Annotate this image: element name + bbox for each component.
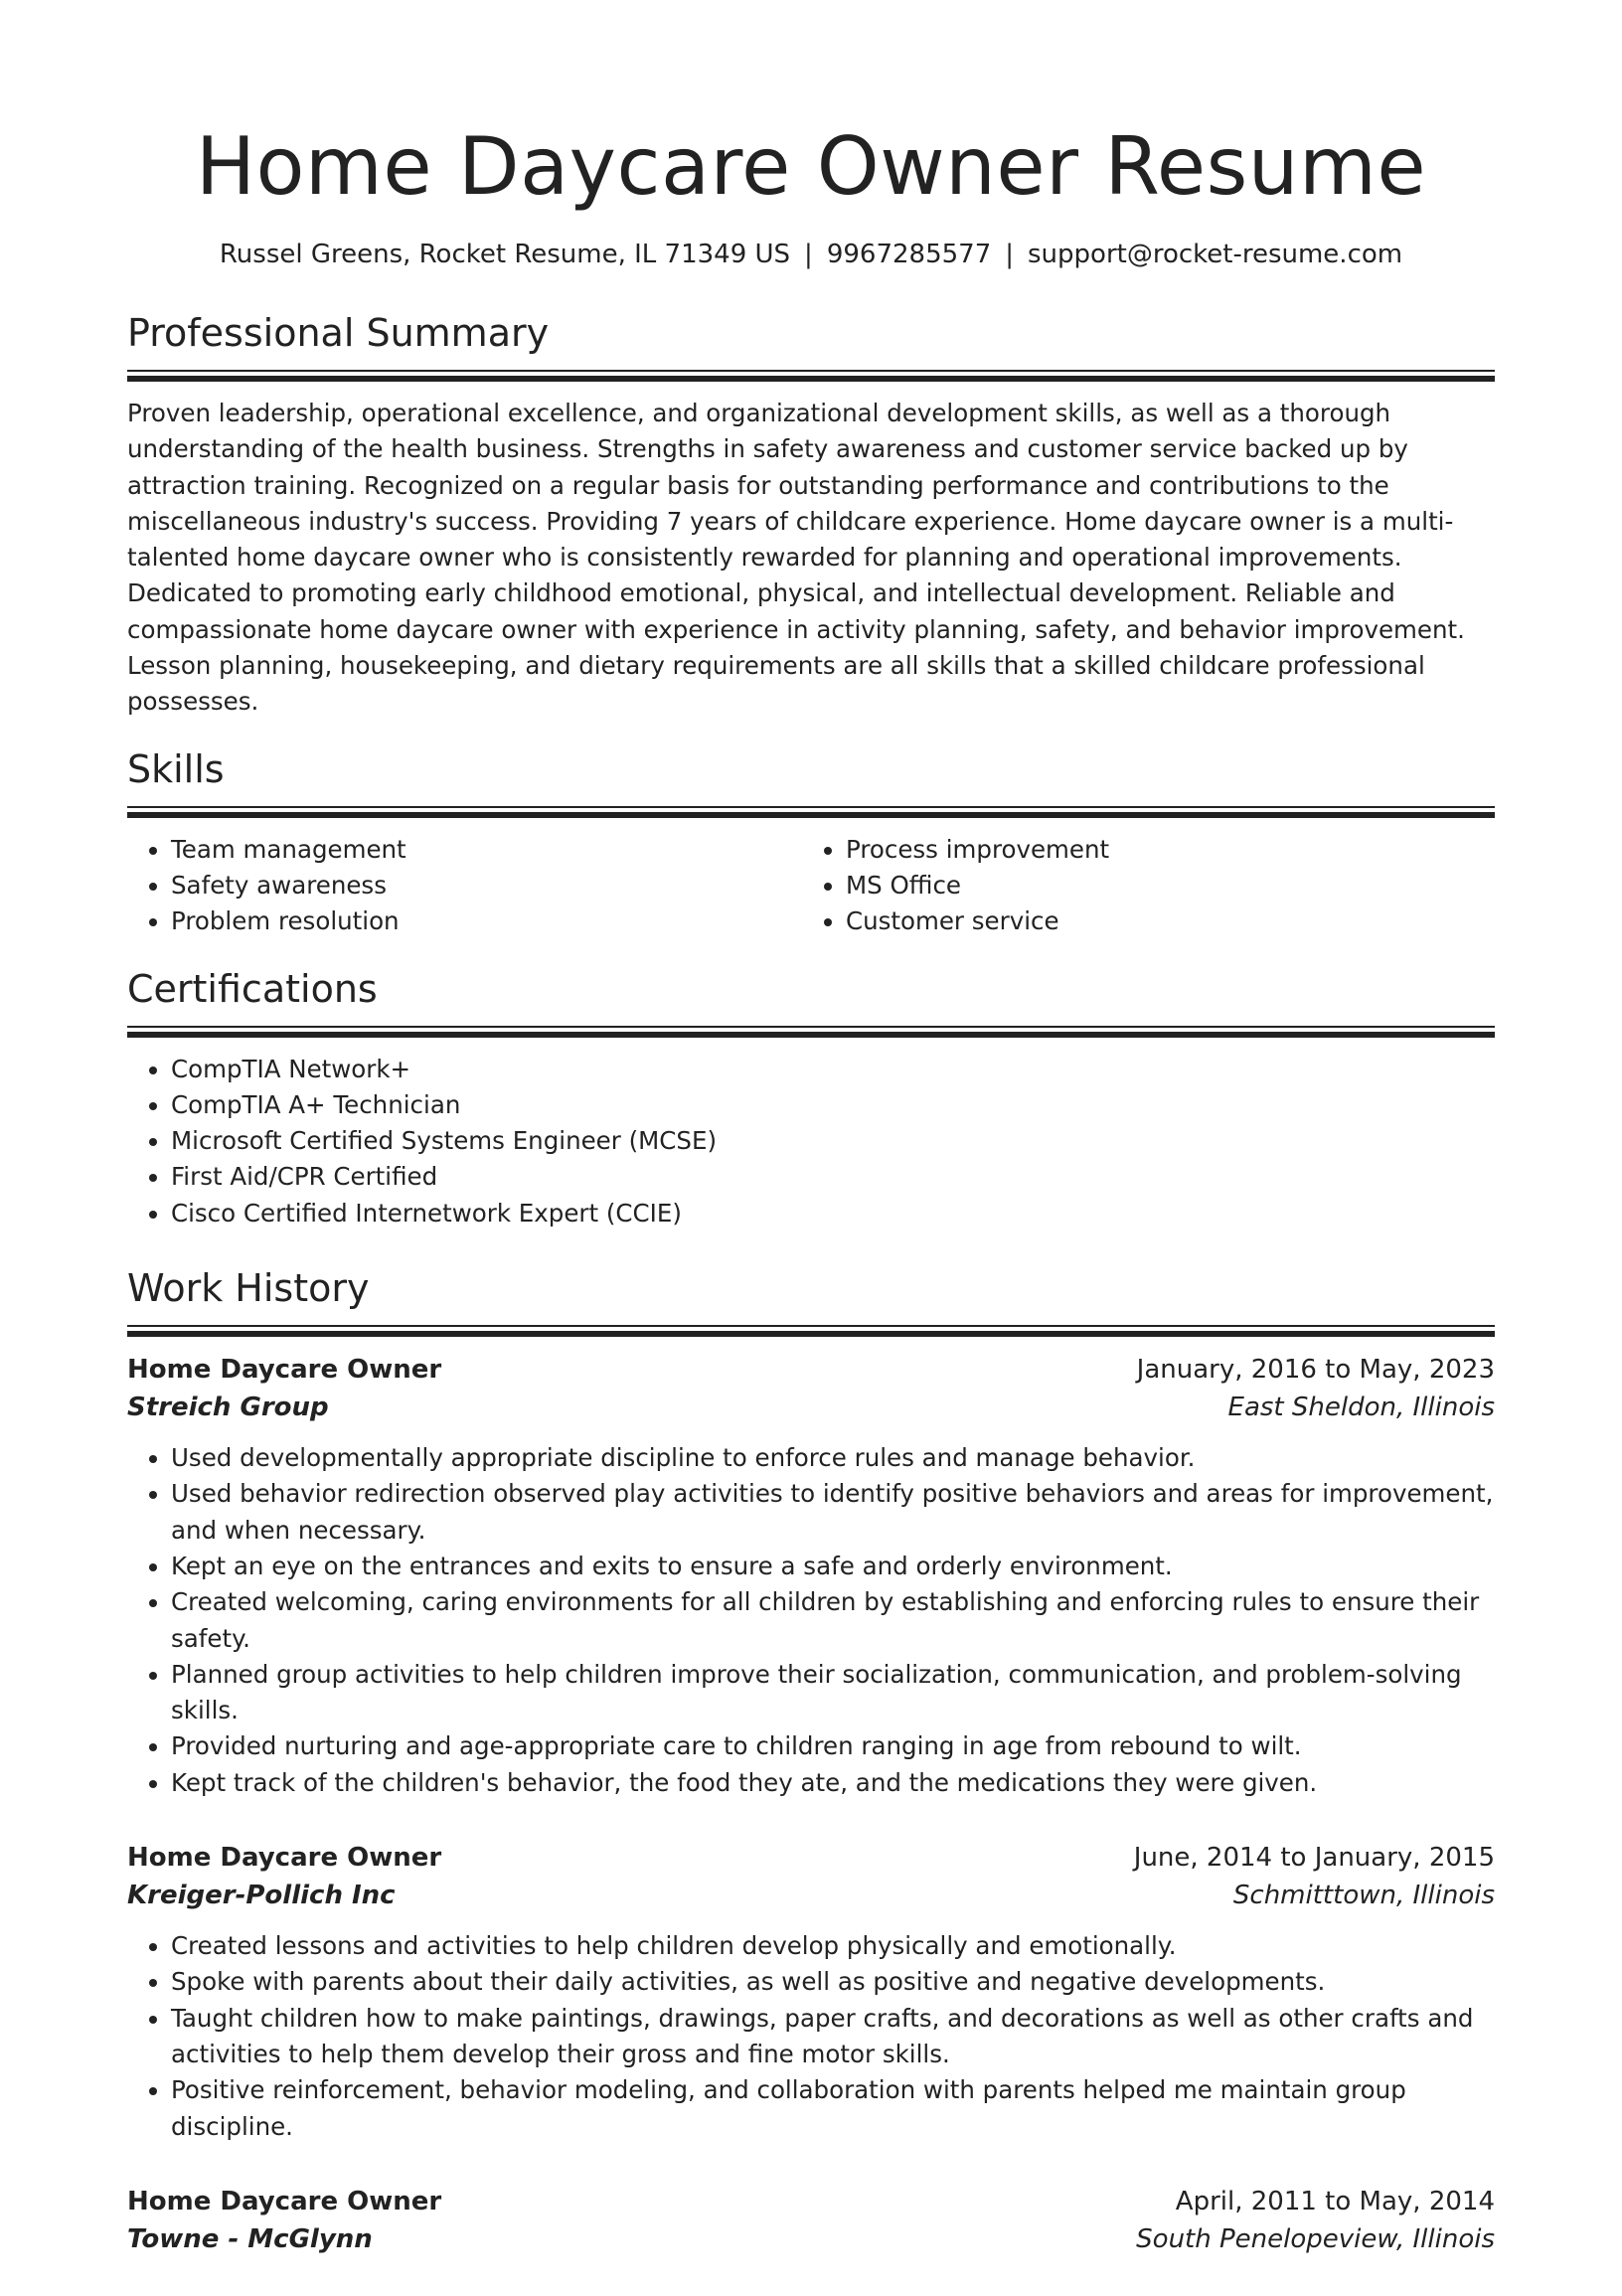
job-company: Towne - McGlynn (127, 2223, 373, 2254)
page-title: Home Daycare Owner Resume (195, 120, 1427, 213)
skills-section (127, 746, 1495, 940)
section-divider (127, 1325, 1495, 1337)
job-company-row (127, 1389, 1495, 1426)
job-company: Streich Group (127, 1393, 329, 1423)
job-header-row (127, 1351, 1495, 1389)
job-dates: April, 2011 to May, 2014 (1175, 2186, 1495, 2216)
skill-item: • Customer service (846, 903, 1477, 939)
skills-grid (127, 832, 1495, 940)
job-bullet: • Created lessons and activities to help children develop physically and emotionally. (171, 1928, 1495, 1964)
skill-item: • Problem resolution (171, 903, 802, 939)
job-bullet: • Taught children how to make paintings, drawings, paper crafts, and decorations as well as other crafts and activities to help them develop their gross and fine motor skills. (171, 2001, 1495, 2073)
skill-item: • Safety awareness (171, 868, 802, 903)
job-dates: June, 2014 to January, 2015 (1133, 1843, 1495, 1874)
job-bullet: • Created welcoming, caring environments for all children by establishing and enforcing rules to ensure their safety. (171, 1584, 1495, 1657)
contact-address: Russel Greens, Rocket Resume, IL 71349 US (219, 240, 791, 269)
contact-line (127, 237, 1495, 272)
job-title: Home Daycare Owner (127, 1843, 442, 1874)
job-bullet: • Provided nurturing and age-appropriate care to children ranging in age from rebound to wilt. (171, 1728, 1495, 1764)
job-bullets (127, 1928, 1495, 2145)
skill-item: • MS Office (846, 868, 1477, 903)
section-divider (127, 370, 1495, 382)
skill-item: • Process improvement (846, 832, 1477, 868)
certification-item: • First Aid/CPR Certified (171, 1159, 1495, 1195)
job-title: Home Daycare Owner (127, 2186, 442, 2216)
skills-list-right (802, 832, 1477, 940)
job-bullet: • Kept an eye on the entrances and exits to ensure a safe and orderly environment. (171, 1549, 1495, 1584)
resume-page (127, 0, 1495, 2296)
job-bullet: • Used developmentally appropriate discipline to enforce rules and manage behavior. (171, 1440, 1495, 1476)
section-divider (127, 1026, 1495, 1038)
work-history-section (127, 1265, 1495, 2258)
job-entry (127, 1351, 1495, 1801)
certifications-list (127, 1052, 1495, 1231)
skills-list-left (127, 832, 802, 940)
summary-section (127, 310, 1495, 721)
contact-email: support@rocket-resume.com (1028, 240, 1403, 269)
job-header-row (127, 1839, 1495, 1877)
job-company-row (127, 2220, 1495, 2258)
summary-text: Proven leadership, operational excellence, and organizational development skills, as well as a thorough understanding of the health business. Strengths in safety awareness and customer service backed up by attraction training. Recognized on a regular basis for outstanding performance and contributions to the miscellaneous industry's success. Providing 7 years of childcare experience. Home daycare owner is a multi-talented home daycare owner who is consistently rewarded for planning and operational improvements. Dedicated to promoting early childhood emotional, physical, and intellectual development. Reliable and compassionate home daycare owner with experience in activity planning, safety, and behavior improvement. Lesson planning, housekeeping, and dietary requirements are all skills that a skilled childcare professional possesses. (127, 399, 1465, 717)
work-history-heading: Work History (127, 1266, 370, 1311)
job-location: South Penelopeview, Illinois (1136, 2223, 1495, 2254)
skill-item: • Team management (171, 832, 802, 868)
certification-item: • CompTIA A+ Technician (171, 1087, 1495, 1123)
certifications-heading: Certifications (127, 966, 378, 1011)
section-divider (127, 806, 1495, 818)
job-bullet: • Spoke with parents about their daily activities, as well as positive and negative developments. (171, 1964, 1495, 2000)
certification-item: • CompTIA Network+ (171, 1052, 1495, 1087)
job-bullet: • Kept track of the children's behavior, the food they ate, and the medications they were given. (171, 1765, 1495, 1801)
job-bullet: • Positive reinforcement, behavior modeling, and collaboration with parents helped me maintain group discipline. (171, 2072, 1495, 2145)
certifications-section (127, 966, 1495, 1231)
job-dates: January, 2016 to May, 2023 (1136, 1355, 1495, 1386)
summary-heading: Professional Summary (127, 311, 550, 355)
contact-phone: 9967285577 (826, 240, 992, 269)
job-bullets (127, 1440, 1495, 1801)
certification-item: • Microsoft Certified Systems Engineer (MCSE) (171, 1123, 1495, 1159)
job-header-row (127, 2183, 1495, 2220)
job-company-row (127, 1877, 1495, 1914)
job-title: Home Daycare Owner (127, 1355, 442, 1386)
contact-separator: | (1005, 240, 1014, 269)
job-location: East Sheldon, Illinois (1227, 1393, 1495, 1423)
contact-separator: | (804, 240, 813, 269)
job-bullet: • Planned group activities to help children improve their socialization, communication, and problem-solving skills. (171, 1657, 1495, 1729)
job-company: Kreiger-Pollich Inc (127, 1881, 396, 1911)
certification-item: • Cisco Certified Internetwork Expert (CCIE) (171, 1196, 1495, 1231)
job-entry (127, 2183, 1495, 2258)
skills-heading: Skills (127, 746, 225, 791)
job-bullet: • Used behavior redirection observed play activities to identify positive behaviors and areas for improvement, and when necessary. (171, 1476, 1495, 1549)
job-location: Schmitttown, Illinois (1232, 1881, 1495, 1911)
